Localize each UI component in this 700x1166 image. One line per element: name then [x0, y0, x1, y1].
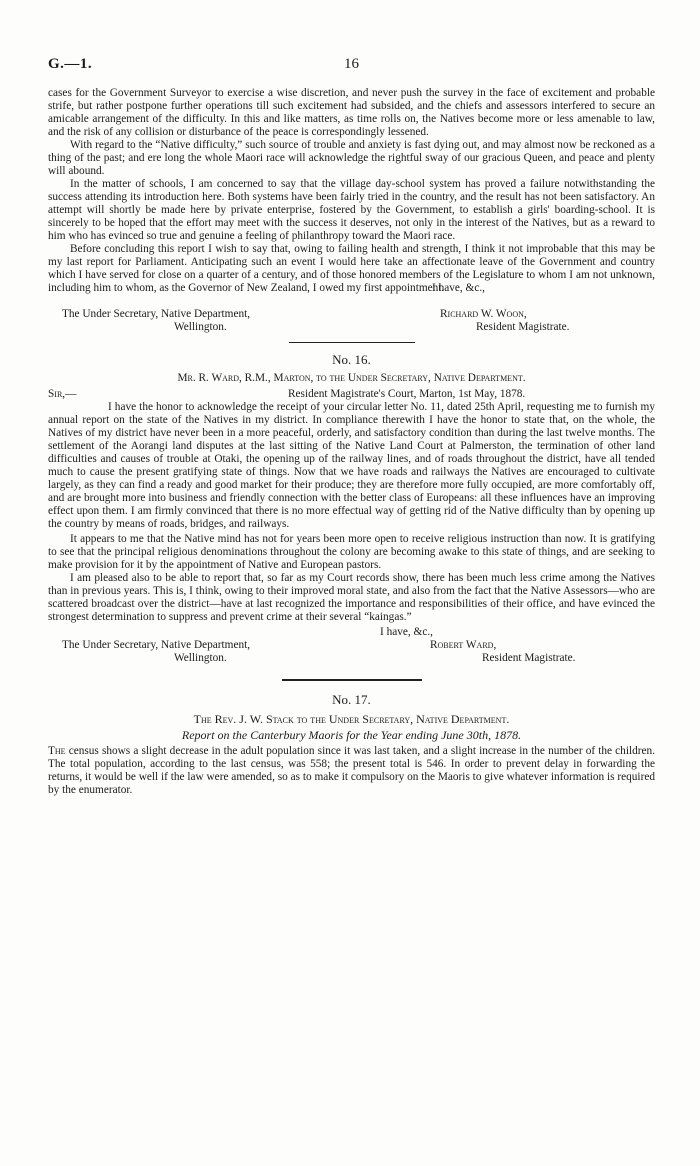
report-subheading	[48, 729, 655, 742]
closing-line	[48, 626, 655, 639]
closing: I have, &c.,	[380, 626, 434, 638]
paragraph: With regard to the “Native difficulty,” such source of trouble and anxiety is fast dying out, and may almost now be reckoned as a thing of the past; and ere long the whole Maori race will acknowledge the rightful sway of our gracious Queen, and peace and plenty will abound.	[48, 139, 655, 177]
letter-heading-text: The Rev. J. W. Stack to the Under Secretary, Native Department.	[193, 712, 510, 726]
city: Wellington.	[174, 652, 227, 664]
document-body	[48, 87, 655, 797]
paragraph: cases for the Government Surveyor to exercise a wise discretion, and never push the survey in the face of excitement and probable strife, but rather postpone further operations till such excitement had subsided, and the chiefs and assessors interfered to secure an amicable arrangement of the difficulty. In this and like matters, as time rolls on, the Natives become more or less amenable to law, and the risk of any collision or disturbance of the peace is correspondingly lessened.	[48, 87, 655, 138]
closing-line	[48, 282, 655, 308]
addressee: The Under Secretary, Native Department,	[62, 308, 251, 320]
salutation-line	[48, 388, 655, 401]
letter-number: No. 16.	[332, 352, 371, 367]
paragraph: I have the honor to acknowledge the receipt of your circular letter No. 11, dated 25th April, requesting me to furnish my annual report on the state of the Natives in my district. In compliance therewith I have the honor to state that, on the whole, the Natives of my district have never been in a more peaceful, orderly, and satisfactory condition than during the last twelve months. The settlement of the Aorangi land disputes at the last sitting of the Native Land Court at Palmerston, the termination of other land difficulties and causes of trouble at Otaki, the opening up of the railway lines, and of roads throughout the district, have all tended much to cause the present gratifying state of things. Now that we have roads and railways the Natives are encouraged to cultivate largely, as they can find a ready and good market for their produce; they are therefore more fully occupied, are more comfortably off, and are brought more into business and friendly connection with the better class of Europeans: all these influences have an improving effect upon them. I am firmly convinced that there is no more effectual way of getting rid of the Native difficulty than by opening up the country by means of roads, bridges, and railways.	[48, 401, 655, 530]
place-date: Resident Magistrate's Court, Marton, 1st May, 1878.	[288, 388, 526, 400]
magistrate-title: Resident Magistrate.	[476, 321, 570, 333]
letter-heading	[48, 372, 655, 385]
page-number: 16	[344, 56, 359, 72]
paragraph-text: census shows a slight decrease in the adult population since it was last taken, and a slight increase in the number of the children. The total population, according to the last census, was 558; the present total is 546. In order to prevent delay in forwarding the returns, it would be well if the law were amended, so as to make it compulsory on the Maoris to give whatever information is required by the enumerator.	[48, 745, 655, 796]
letter-heading	[48, 713, 655, 726]
paragraph: It appears to me that the Native mind has not for years been more open to receive religious instruction than now. It is gratifying to see that the principal religious denominations throughout the colony are becoming awake to this state of things, and are seeking to make provision for it by the appointment of Native and European pastors.	[48, 533, 655, 571]
section-divider	[282, 679, 422, 681]
salutation: Sir,—	[48, 388, 77, 400]
signature-line	[48, 308, 655, 321]
letter-number: No. 17.	[332, 692, 371, 707]
signatory: Robert Ward,	[430, 639, 497, 651]
addressee: The Under Secretary, Native Department,	[62, 639, 251, 651]
signature-line-2	[48, 321, 655, 334]
paragraph	[48, 745, 655, 797]
closing: I have, &c.,	[432, 282, 486, 294]
signature-line	[48, 639, 655, 652]
magistrate-title: Resident Magistrate.	[482, 652, 576, 664]
signatory: Richard W. Woon,	[440, 308, 527, 320]
signature-line-2	[48, 652, 655, 665]
paragraph: In the matter of schools, I am concerned to say that the village day-school system has proved a failure notwithstanding the success attending its introduction here. Both systems have been fairly tried in the country, and the result has not been satisfactory. An attempt will shortly be made here by private enterprise, fostered by the Government, to establish a girls' boarding-school. It is sincerely to be hoped that the effort may meet with the success it deserves, not only in the interest of the Natives, but as a reward to him who has evinced so true and genuine a feeling of philanthropy toward the Maori race.	[48, 178, 655, 242]
city: Wellington.	[174, 321, 227, 333]
page-header	[48, 56, 655, 78]
report-subheading-text: Report on the Canterbury Maoris for the Year ending June 30th, 1878.	[181, 728, 522, 742]
section-divider	[289, 342, 415, 343]
document-reference: G.—1.	[48, 56, 93, 72]
paragraph: Before concluding this report I wish to say that, owing to failing health and strength, I think it not improbable that this may be my last report for Parliament. Anticipating such an event I would here take an affectionate leave of the Government and country which I have served for close on a quarter of a century, and of those honored members of the Legislature to whom I am not unknown, including him to whom, as the Governor of New Zealand, I owed my first appointment.	[48, 243, 655, 294]
paragraph-lead: The	[48, 745, 66, 757]
paragraph: I am pleased also to be able to report that, so far as my Court records show, there has been much less crime among the Natives than in previous years. This is, I think, owing to their improved moral state, and also from the fact that the Native Assessors—who are scattered broadcast over the district—have at last recognized the importance and responsibilities of their office, and have evinced the strongest determination to suppress and prevent crime at their several “kaingas.”	[48, 572, 655, 623]
letter-heading-text: Mr. R. Ward, R.M., Marton, to the Under Secretary, Native Department.	[177, 372, 526, 384]
